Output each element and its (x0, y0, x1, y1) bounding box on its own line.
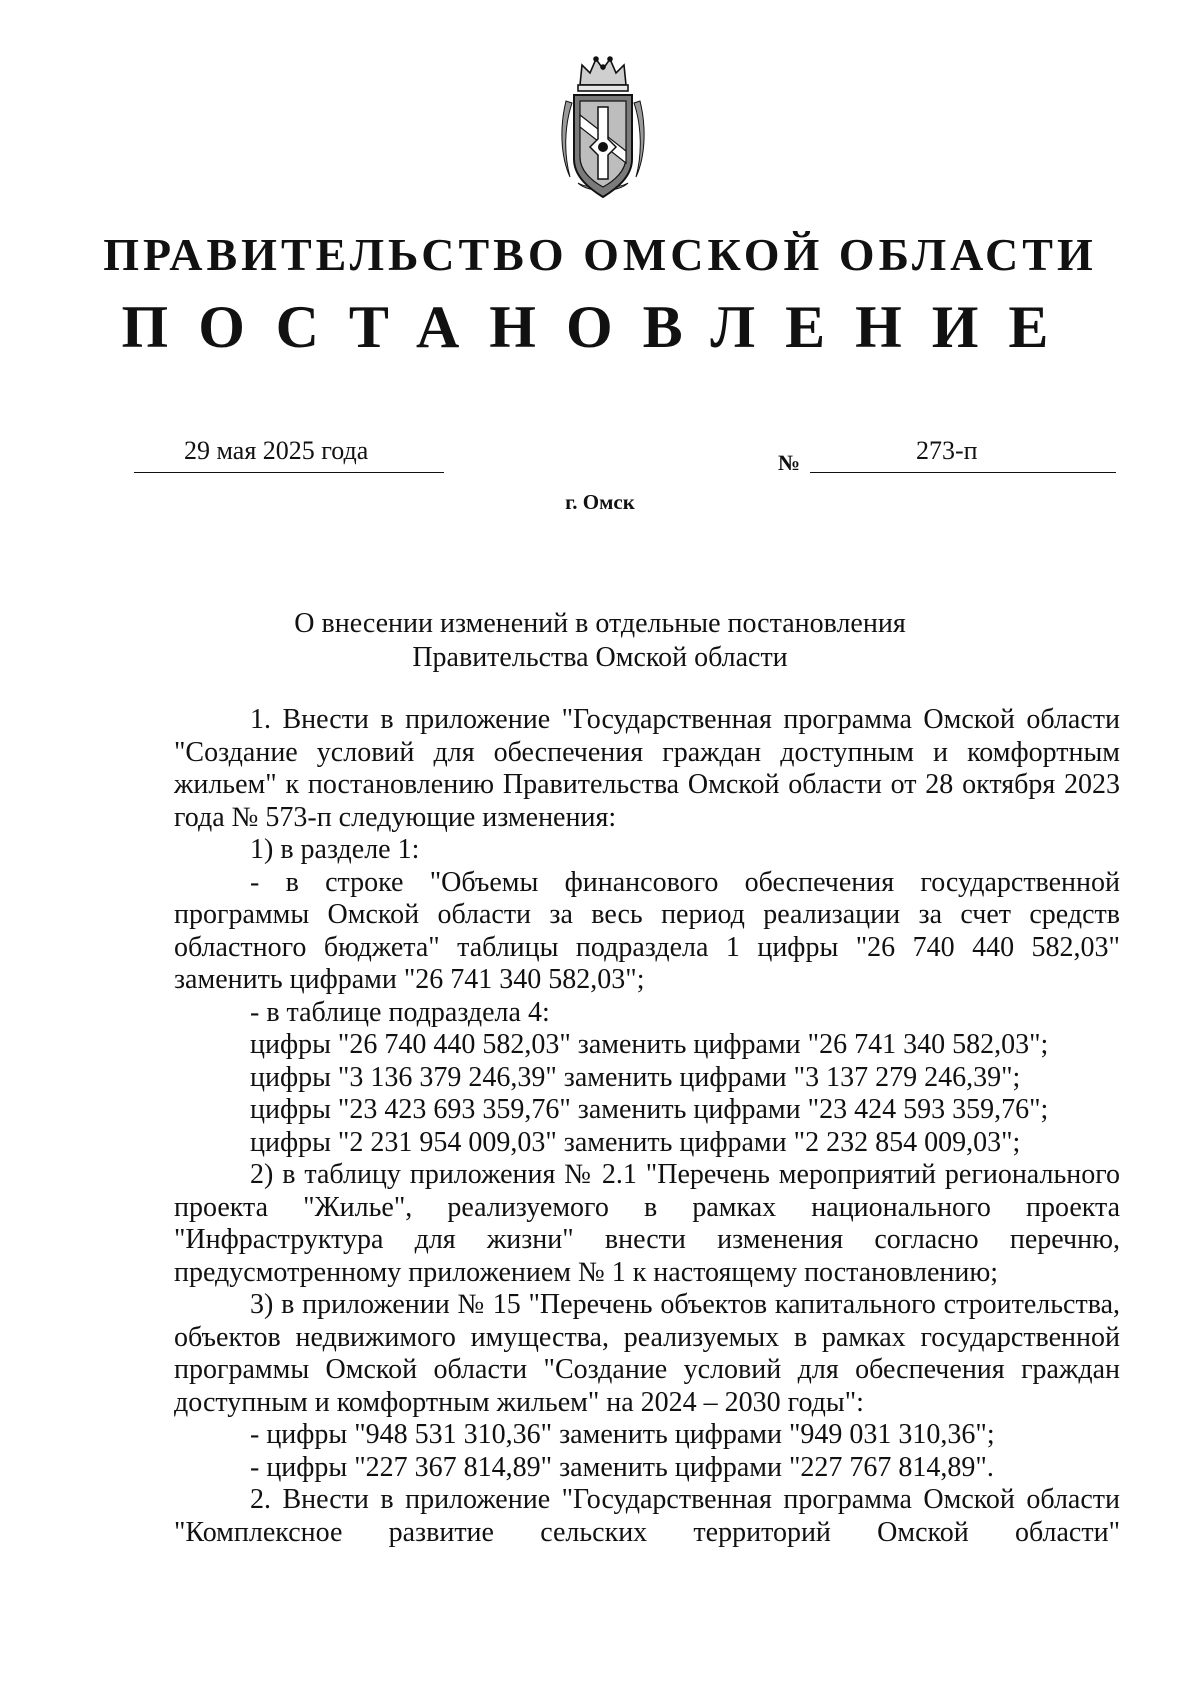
paragraph-7: цифры "23 423 693 359,76" заменить цифрами "23 424 593 359,76"; (250, 1094, 1049, 1125)
document-type: ПОСТАНОВЛЕНИЕ (121, 294, 1079, 360)
paragraph-12: - цифры "227 367 814,89" заменить цифрами "227 767 814,89". (250, 1451, 994, 1483)
paragraph-13: 2. Внести в приложение "Государственная программа Омской области "Комплексное развитие сельских территорий Омской области" (174, 1484, 1120, 1548)
paragraph-5: цифры "26 740 440 582,03" заменить цифрами "26 741 340 582,03"; (250, 1029, 1049, 1060)
paragraph-8: цифры "2 231 954 009,03" заменить цифрами "2 232 854 009,03"; (250, 1126, 1021, 1158)
date-line (134, 436, 444, 473)
organization-name: ПРАВИТЕЛЬСТВО ОМСКОЙ ОБЛАСТИ (103, 229, 1097, 280)
document-body (174, 704, 1120, 1549)
title-line-2: Правительства Омской области (412, 642, 788, 673)
title-line-1: О внесении изменений в отдельные постановления (294, 608, 906, 639)
coat-of-arms-icon (558, 55, 648, 205)
document-city: г. Омск (565, 490, 635, 514)
document-title (0, 607, 1200, 675)
document-date: 29 мая 2025 года (184, 436, 369, 465)
paragraph-2: 1) в разделе 1: (250, 834, 420, 865)
number-line (810, 436, 1116, 473)
document-number: 273-п (916, 436, 978, 465)
paragraph-1: 1. Внести в приложение "Государственная программа Омской области "Создание условий для обеспечения граждан доступным и комфортным жильем" к постановлению Правительства Омской области от 28 октября 2023 года № 573-п следующие изменения: (174, 704, 1120, 833)
number-sign: № (778, 450, 801, 475)
paragraph-6: цифры "3 136 379 246,39" заменить цифрами "3 137 279 246,39"; (250, 1061, 1021, 1093)
paragraph-11: - цифры "948 531 310,36" заменить цифрами "949 031 310,36"; (250, 1419, 995, 1450)
paragraph-3: - в строке "Объемы финансового обеспечения государственной программы Омской области за весь период реализации за счет средств областного бюджета" таблицы подраздела 1 цифры "26 740 440 582,03" заменить цифрами "26 741 340 582,03"; (174, 866, 1120, 995)
paragraph-4: - в таблице подраздела 4: (250, 996, 550, 1028)
paragraph-10: 3) в приложении № 15 "Перечень объектов капитального строительства, объектов недвижимого имущества, реализуемых в рамках государственной программы Омской области "Создание условий для обеспечения граждан доступным и комфортным жильем" на 2024 – 2030 годы": (174, 1289, 1120, 1418)
paragraph-9: 2) в таблицу приложения № 2.1 "Перечень мероприятий регионального проекта "Жилье", реализуемого в рамках национального проекта "Инфраструктура для жизни" внести изменения согласно перечню, предусмотренному приложением № 1 к настоящему постановлению; (174, 1159, 1120, 1288)
